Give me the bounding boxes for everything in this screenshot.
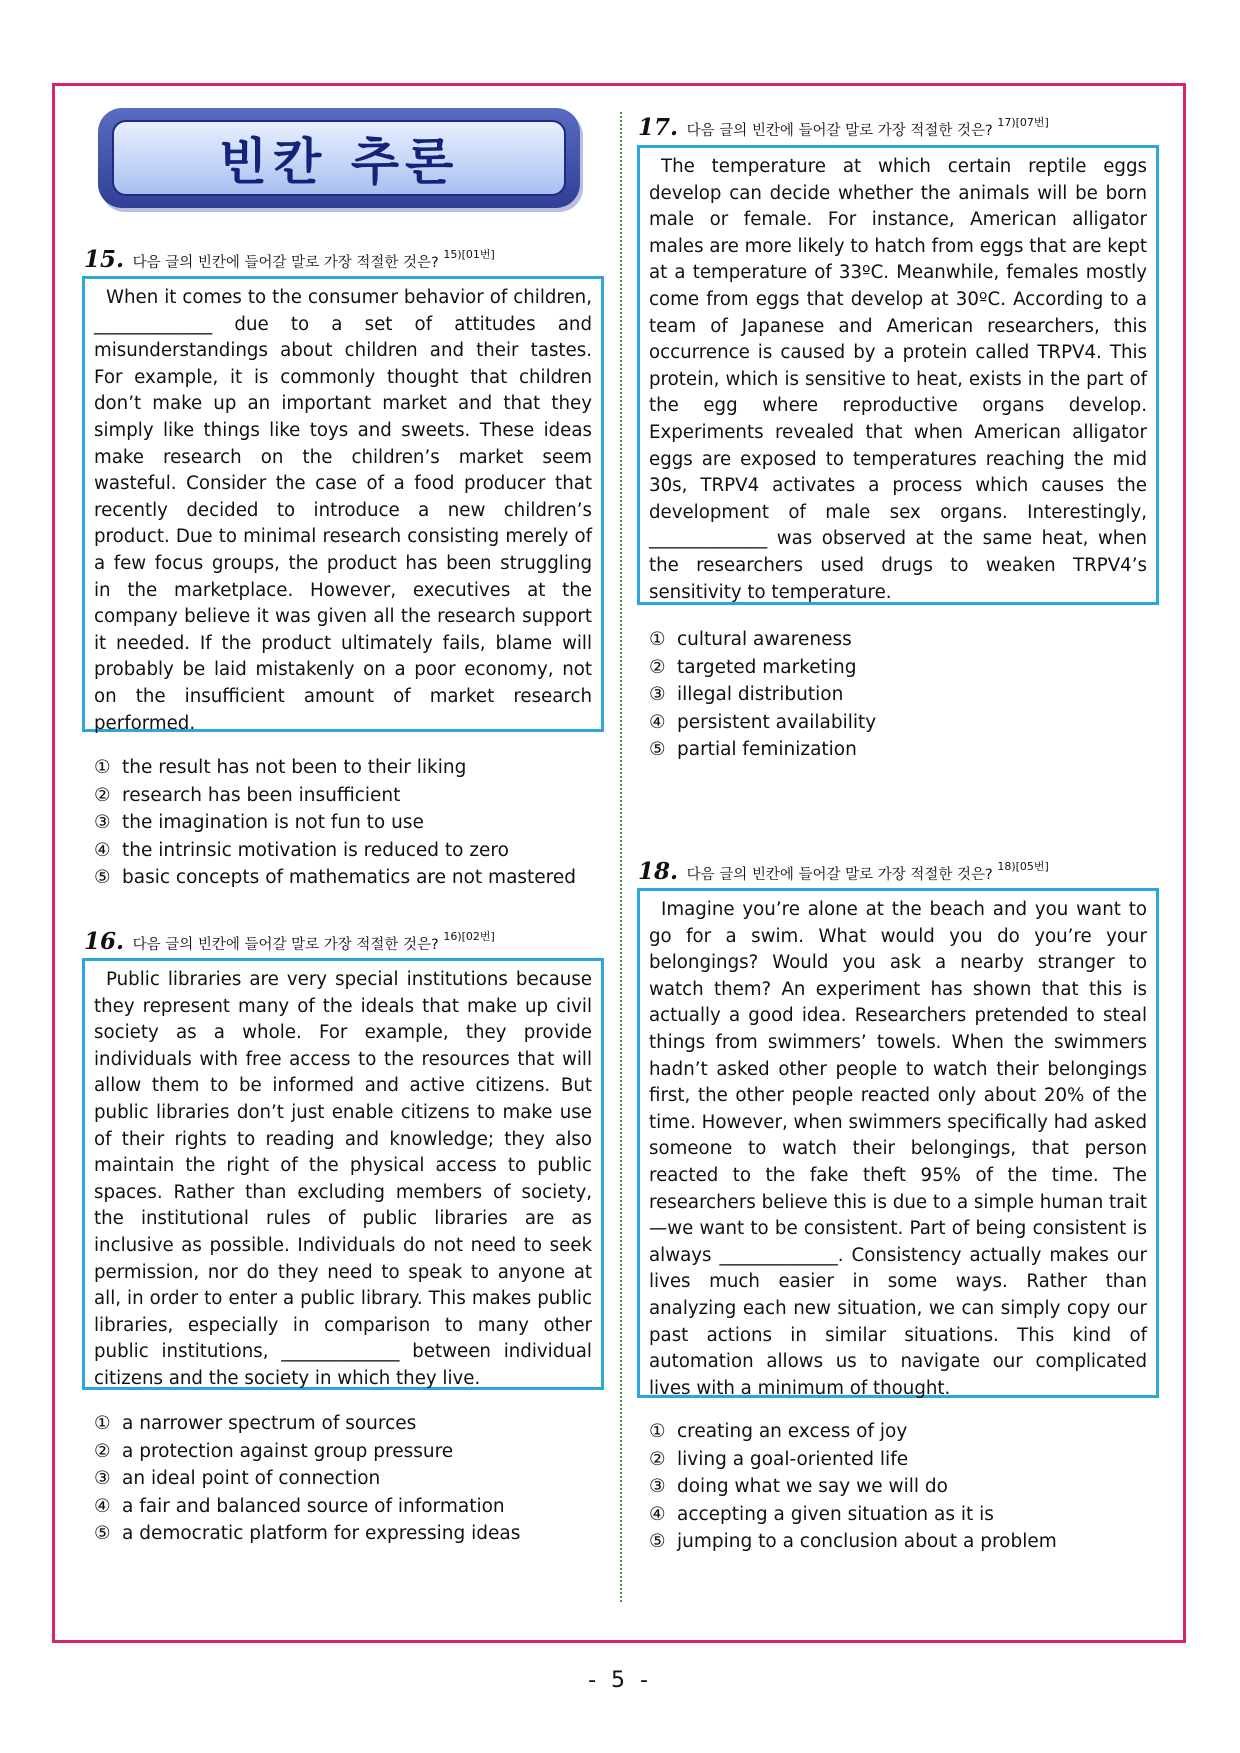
choice-item[interactable] <box>649 1446 1057 1474</box>
section-title: 빈칸 추론 <box>218 133 460 191</box>
question-17-header <box>638 114 1049 141</box>
question-16-choices <box>94 1410 520 1548</box>
choice-mark: ④ <box>94 1495 111 1517</box>
choice-text: jumping to a conclusion about a problem <box>677 1531 1057 1552</box>
choice-mark: ③ <box>649 684 666 705</box>
question-16-passage <box>82 958 604 1390</box>
choice-item[interactable] <box>94 1465 520 1493</box>
choice-item[interactable] <box>94 837 576 865</box>
choice-item[interactable] <box>649 681 876 709</box>
choice-item[interactable] <box>94 1438 520 1466</box>
choice-text: the imagination is not fun to use <box>122 812 424 833</box>
passage-text: Imagine you’re alone at the beach and you want to go for a swim. What would you do you’re your belongings? Would you ask a nearby stranger to watch them? An experiment has shown that this is actually a good idea. Researchers pretended to steal things from swimmers’ towels. When the swimmers hadn’t asked other people to watch their belongings first, the other people reacted only about 20% of the time. However, when swimmers specifically had asked someone to watch their belongings, that person reacted to the fake theft 95% of the time. The researchers believe this is due to a simple human trait—we want to be consistent. Part of being consistent is always _____________. Consistency actually makes our lives much easier in some ways. Rather than analyzing each new situation, we can simply copy our past actions in similar situations. This kind of automation allows us to navigate our complicated lives with a minimum of thought. <box>649 899 1147 1399</box>
question-prompt: 다음 글의 빈칸에 들어갈 말로 가장 적절한 것은? <box>132 255 439 271</box>
choice-mark: ④ <box>649 1503 666 1525</box>
choice-text: targeted marketing <box>677 656 857 678</box>
choice-text: basic concepts of mathematics are not mastered <box>122 867 576 888</box>
question-note: 17)[07번] <box>997 116 1049 129</box>
choice-item[interactable] <box>94 1410 520 1438</box>
choice-text: a protection against group pressure <box>122 1440 454 1462</box>
question-16-header <box>84 928 495 955</box>
choice-item[interactable] <box>649 1528 1057 1556</box>
choice-mark: ③ <box>94 812 111 833</box>
choice-text: living a goal-oriented life <box>677 1448 909 1470</box>
choice-mark: ① <box>649 629 666 650</box>
choice-mark: ② <box>94 1440 111 1462</box>
choice-text: an ideal point of connection <box>122 1468 381 1489</box>
question-18-passage <box>637 888 1159 1398</box>
choice-text: illegal distribution <box>677 684 844 705</box>
choice-item[interactable] <box>649 1418 1057 1446</box>
question-17-passage <box>637 145 1159 605</box>
question-18-header <box>638 858 1049 885</box>
choice-text: cultural awareness <box>677 629 852 650</box>
choice-item[interactable] <box>94 782 576 810</box>
choice-text: the result has not been to their liking <box>122 757 467 778</box>
choice-text: a democratic platform for expressing ideas <box>122 1523 521 1544</box>
choice-text: doing what we say we will do <box>677 1476 948 1497</box>
choice-text: creating an excess of joy <box>677 1421 908 1442</box>
choice-text: a fair and balanced source of information <box>122 1495 505 1517</box>
choice-mark: ② <box>94 784 111 806</box>
choice-mark: ③ <box>94 1468 111 1489</box>
section-title-inner <box>112 120 566 196</box>
question-18-choices <box>649 1418 1057 1556</box>
question-number: 18. <box>638 858 679 885</box>
question-note: 15)[01번] <box>443 248 495 261</box>
choice-item[interactable] <box>649 1473 1057 1501</box>
choice-mark: ⑤ <box>94 867 111 888</box>
question-note: 18)[05번] <box>997 860 1049 873</box>
choice-text: partial feminization <box>677 739 857 760</box>
page-number: - 5 - <box>588 1668 652 1693</box>
question-15-passage <box>82 276 604 732</box>
choice-mark: ⑤ <box>649 739 666 760</box>
question-prompt: 다음 글의 빈칸에 들어갈 말로 가장 적절한 것은? <box>686 123 993 139</box>
column-divider <box>620 112 622 1602</box>
choice-text: the intrinsic motivation is reduced to zero <box>122 839 509 861</box>
section-title-banner <box>98 108 580 208</box>
choice-mark: ① <box>649 1421 666 1442</box>
choice-item[interactable] <box>94 754 576 782</box>
choice-item[interactable] <box>649 1501 1057 1529</box>
question-15-choices <box>94 754 576 892</box>
question-number: 17. <box>638 114 679 141</box>
question-15-header <box>84 246 495 273</box>
choice-mark: ⑤ <box>94 1523 111 1544</box>
passage-text: The temperature at which certain reptile eggs develop can decide whether the animals will be born male or female. For instance, American alligator males are more likely to hatch from eggs that are kept at a temperature of 33ºC. Meanwhile, females mostly come from eggs that develop at 30ºC. According to a team of Japanese and American researchers, this occurrence is caused by a protein called TRPV4. This protein, which is sensitive to heat, exists in the part of the egg where reproductive organs develop. Experiments revealed that when American alligator eggs are exposed to temperatures reaching the mid 30s, TRPV4 activates a process which causes the development of male sex organs. Interestingly, _____________ was observed at the same heat, when the researchers used drugs to weaken TRPV4’s sensitivity to temperature. <box>649 156 1147 603</box>
choice-item[interactable] <box>94 809 576 837</box>
choice-mark: ④ <box>94 839 111 861</box>
choice-item[interactable] <box>94 864 576 892</box>
choice-item[interactable] <box>649 654 876 682</box>
question-17-choices <box>649 626 876 764</box>
question-number: 15. <box>84 246 125 273</box>
question-prompt: 다음 글의 빈칸에 들어갈 말로 가장 적절한 것은? <box>686 867 993 883</box>
choice-mark: ① <box>94 757 111 778</box>
choice-mark: ④ <box>649 711 666 733</box>
choice-mark: ③ <box>649 1476 666 1497</box>
passage-text: When it comes to the consumer behavior of children, _____________ due to a set of attitudes and misunderstandings about children and their tastes. For example, it is commonly thought that children don’t make up an important market and that they simply like things like toys and sweets. These ideas make research on the children’s market seem wasteful. Consider the case of a food producer that recently decided to introduce a new children’s product. Due to minimal research consisting merely of a few focus groups, the product has been struggling in the marketplace. However, executives at the company believe it was given all the research support it needed. If the product ultimately fails, blame will probably be laid mistakenly on a poor economy, not on the insufficient amount of market research performed. <box>94 287 592 734</box>
question-note: 16)[02번] <box>443 930 495 943</box>
choice-text: research has been insufficient <box>122 784 401 806</box>
choice-mark: ② <box>649 1448 666 1470</box>
choice-text: a narrower spectrum of sources <box>122 1413 417 1434</box>
choice-item[interactable] <box>94 1520 520 1548</box>
question-prompt: 다음 글의 빈칸에 들어갈 말로 가장 적절한 것은? <box>132 937 439 953</box>
choice-text: accepting a given situation as it is <box>677 1503 994 1525</box>
choice-mark: ② <box>649 656 666 678</box>
question-number: 16. <box>84 928 125 955</box>
choice-item[interactable] <box>649 736 876 764</box>
choice-item[interactable] <box>649 709 876 737</box>
choice-item[interactable] <box>94 1493 520 1521</box>
passage-text: Public libraries are very special institutions because they represent many of the ideals that make up civil society as a whole. For example, they provide individuals with free access to the resources that will allow them to be informed and active citizens. But public libraries don’t just enable citizens to make use of their rights to reading and knowledge; they also maintain the right of the physical access to public spaces. Rather than excluding members of society, the institutional rules of public libraries are as inclusive as possible. Individuals do not need to seek permission, nor do they need to speak to anyone at all, in order to enter a public library. This makes public libraries, especially in comparison to many other public institutions, _____________ between individual citizens and the society in which they live. <box>94 969 592 1389</box>
choice-mark: ⑤ <box>649 1531 666 1552</box>
choice-text: persistent availability <box>677 711 877 733</box>
choice-item[interactable] <box>649 626 876 654</box>
choice-mark: ① <box>94 1413 111 1434</box>
